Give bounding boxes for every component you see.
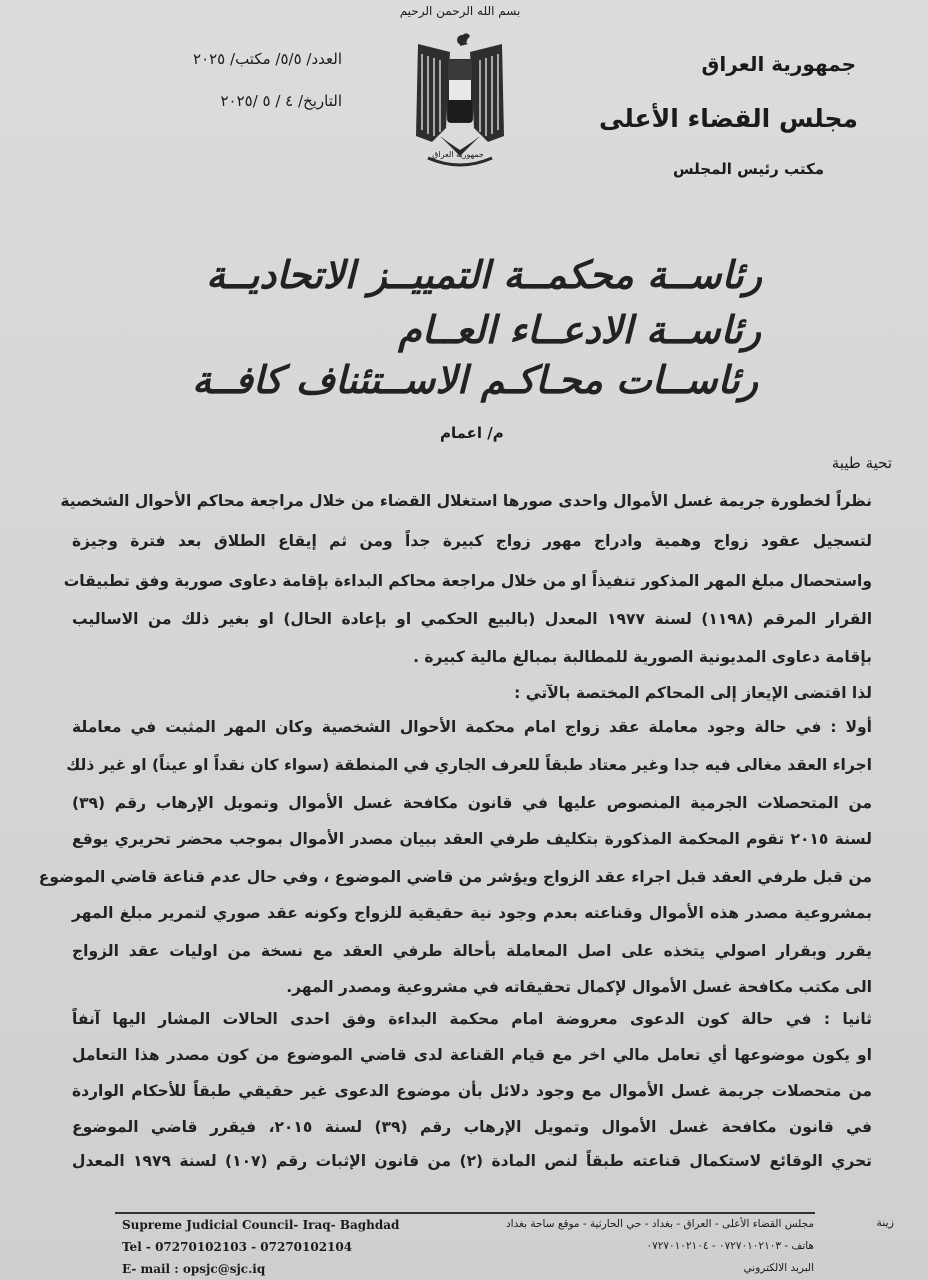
body-line: من متحصلات جريمة غسل الأموال مع وجود دلائل بأن موضوع الدعوى غير حقيقي طبقاً للأحكام الواردة xyxy=(72,1082,872,1100)
country-name: جمهورية العراق xyxy=(701,52,856,76)
footer-divider xyxy=(115,1212,815,1214)
footer-phone-ar: هاتف - ٠٧٢٧٠١٠٢١٠٣ - ٠٧٢٧٠١٠٢١٠٤ xyxy=(646,1240,814,1252)
footer-side-label: زينة xyxy=(876,1216,894,1229)
body-line: تحري الوقائع لاستكمال قناعته طبقاً لنص المادة (٢) من قانون الإثبات رقم (١٠٧) لسنة ١٩٧٩ المعدل xyxy=(72,1152,873,1170)
body-line: من قبل طرفي العقد قبل اجراء عقد الزواج ويؤشر من قاضي الموضوع ، وفي حال عدم قناعة قاضي الموضوع xyxy=(38,868,872,886)
office-name: مكتب رئيس المجلس xyxy=(672,160,824,178)
addressee-1: رئاســة محكمــة التمييــز الاتحاديــة xyxy=(206,252,762,297)
footer-address-en: Supreme Judicial Council- Iraq- Baghdad xyxy=(122,1218,400,1232)
reference-number: العدد/ ٥/٥/ مكتب/ ٢٠٢٥ xyxy=(193,50,342,68)
addressee-3: رئاســات محـاكـم الاســتئناف كافــة xyxy=(192,357,758,402)
footer-email-ar: البريد الالكتروني xyxy=(743,1262,814,1274)
body-line: ثانيا : في حالة كون الدعوى معروضة امام محكمة البداءة وفق احدى الحالات المشار اليها آنفاً xyxy=(72,1010,872,1028)
body-line: من المتحصلات الجرمية المنصوص عليها في قانون مكافحة غسل الأموال وتمويل الإرهاب رقم (٣٩) xyxy=(72,794,872,812)
body-line: واستحصال مبلغ المهر المذكور تنفيذاً او من خلال مراجعة محاكم البداءة بإقامة دعاوى صورية وفق تطبيقات xyxy=(63,572,872,590)
body-line: يقرر وبقرار اصولي يتخذه على اصل المعاملة بأحالة طرفي العقد مع نسخة من اوليات عقد الزواج xyxy=(72,942,872,960)
letter-date: التاريخ/ ٤ / ٥ /٢٠٢٥ xyxy=(220,92,342,110)
footer-email-en: E- mail : opsjc@sjc.iq xyxy=(122,1262,266,1276)
body-line: بإقامة دعاوى المديونية الصورية للمطالبة بمبالغ مالية كبيرة . xyxy=(413,648,872,666)
addressee-2: رئاســة الادعــاء العــام xyxy=(398,307,761,352)
body-line: لسنة ٢٠١٥ تقوم المحكمة المذكورة بتكليف طرفي العقد ببيان مصدر الأموال بموجب محضر تحريري يوقع xyxy=(72,830,872,848)
emblem-caption: جمهورية العراق xyxy=(432,150,484,159)
body-line: الى مكتب مكافحة غسل الأموال لإكمال تحقيقاته في مشروعية ومصدر المهر. xyxy=(286,978,872,996)
footer-phone-en: Tel - 07270102103 - 07270102104 xyxy=(122,1240,353,1254)
body-line: القرار المرقم (١١٩٨) لسنة ١٩٧٧ المعدل (بالبيع الحكمي او بإعادة الحال) او بغير ذلك من الاساليب xyxy=(72,610,873,628)
basmala: بسم الله الرحمن الرحيم xyxy=(399,4,521,18)
body-line: نظراً لخطورة جريمة غسل الأموال واحدى صورها استغلال القضاء من خلال مراجعة محاكم الأحوال الشخصية xyxy=(60,492,872,510)
body-line: لتسجيل عقود زواج وهمية وادراج مهور زواج كبيرة جداً ومن ثم إيقاع الطلاق بعد فترة وجيزة xyxy=(72,532,872,550)
body-line: في قانون مكافحة غسل الأموال وتمويل الإرهاب رقم (٣٩) لسنة ٢٠١٥، فيقرر قاضي الموضوع xyxy=(72,1118,872,1136)
footer-address-ar: مجلس القضاء الأعلى - العراق - بغداد - حي الحارثية - موقع ساحة بغداد xyxy=(505,1218,814,1230)
greeting: تحية طيبة xyxy=(831,454,892,472)
body-line: أولا : في حالة وجود معاملة عقد زواج امام محكمة الأحوال الشخصية وكان المهر المثبت في معاملة xyxy=(72,718,872,736)
subject-cc: م/ اعمام xyxy=(440,424,504,442)
body-line: اجراء العقد مغالى فيه جدا وغير معتاد طبقاً للعرف الجاري في المنطقة (سواء كان نقداً او عيناً) او غير ذلك xyxy=(66,756,872,774)
body-line: او يكون موضوعها أي تعامل مالي اخر مع قيام القناعة لدى قاضي الموضوع من كون مصدر هذا التعامل xyxy=(72,1046,872,1064)
body-line: لذا اقتضى الإيعاز إلى المحاكم المختصة بالآتي : xyxy=(514,684,872,702)
council-name: مجلس القضاء الأعلى xyxy=(599,104,858,133)
body-line: بمشروعية مصدر هذه الأموال وقناعته بعدم وجود نية حقيقية للزواج وكونه عقد صوري لتمرير مبلغ المهر xyxy=(72,904,872,922)
